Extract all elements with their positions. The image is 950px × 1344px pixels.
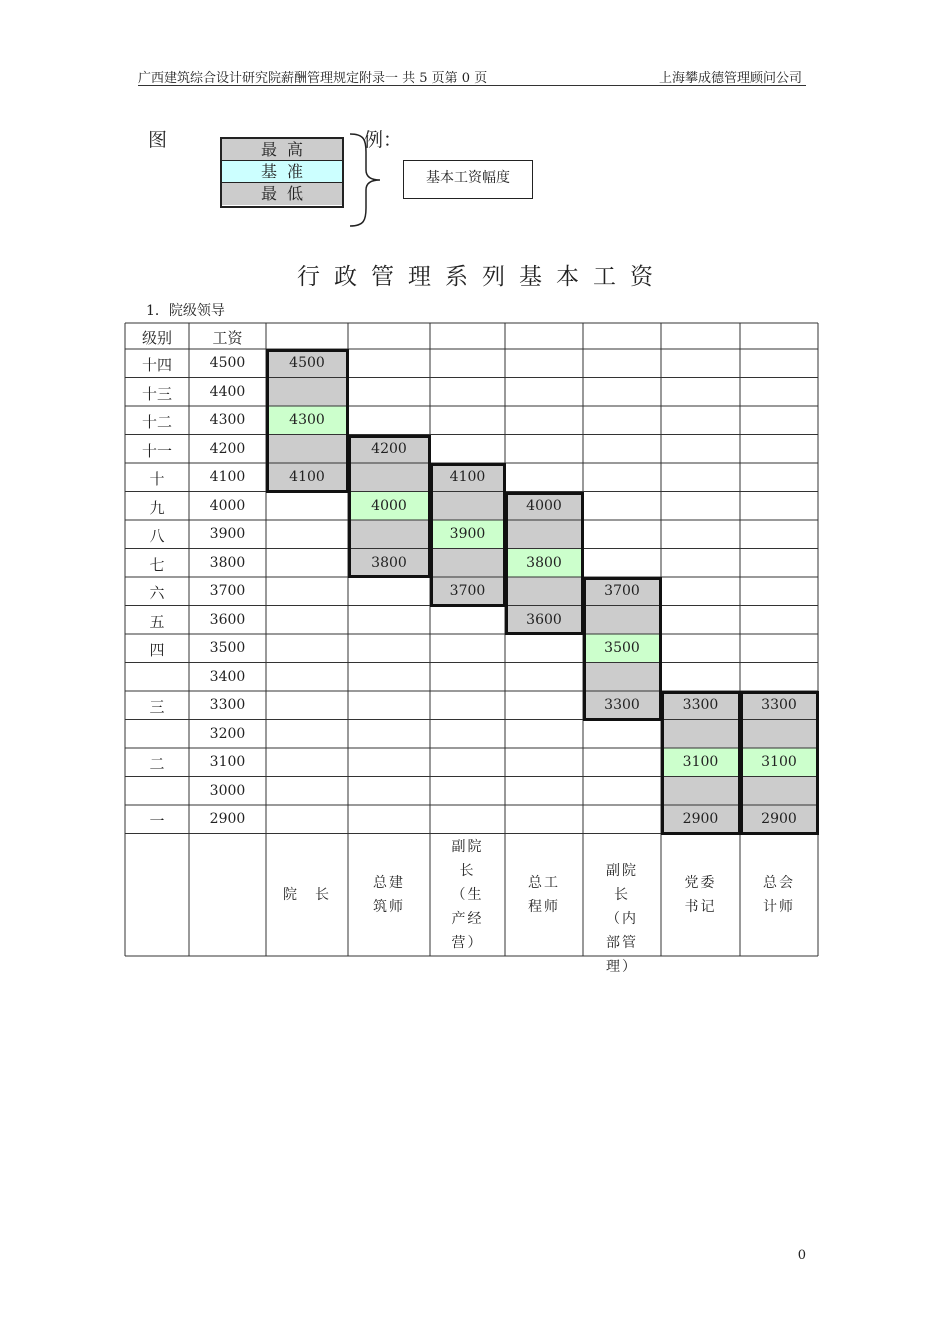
level-label: 十三 — [141, 384, 172, 403]
salary-min-label: 4100 — [289, 469, 325, 485]
level-label: 十四 — [141, 356, 172, 374]
level-label: 八 — [149, 527, 165, 545]
position-name: 总会计师 — [763, 874, 795, 915]
legend-example-label: 例： — [364, 129, 403, 151]
level-label: 一 — [149, 812, 165, 830]
salary-max-label: 4200 — [371, 440, 407, 457]
level-label: 六 — [149, 584, 165, 602]
salary-min-label: 2900 — [761, 811, 797, 827]
salary-base-label: 3800 — [526, 554, 562, 571]
legend-range-label: 基本工资幅度 — [403, 160, 533, 199]
level-label: 十 — [149, 470, 165, 488]
header-left-text: 广西建筑综合设计研究院薪酬管理规定附录一 共 5 页第 0 页 — [138, 71, 488, 86]
wage-value: 3600 — [209, 611, 246, 628]
level-label: 十一 — [141, 441, 172, 460]
wage-value: 4400 — [209, 383, 246, 400]
position-name: 总工程师 — [528, 874, 560, 915]
salary-min-label: 3800 — [371, 554, 407, 571]
legend-fig-label: 图 — [148, 129, 168, 151]
level-label: 十二 — [141, 413, 172, 431]
position-name: 副院长（生产经营） — [451, 838, 484, 951]
column-header: 级别 — [141, 329, 172, 347]
wage-value: 3100 — [209, 754, 246, 770]
wage-value: 3800 — [209, 554, 246, 571]
wage-value: 4500 — [209, 355, 246, 371]
position-name: 院 长 — [283, 886, 331, 903]
salary-min-label: 3700 — [449, 583, 486, 599]
salary-max-label: 3700 — [604, 583, 640, 599]
header-right-text: 上海攀成德管理顾问公司 — [658, 71, 802, 86]
legend-row-min: 最低 — [222, 183, 342, 205]
wage-value: 3300 — [209, 697, 246, 713]
wage-value: 2900 — [209, 811, 246, 827]
wage-value: 3400 — [209, 668, 246, 685]
wage-value: 3500 — [209, 640, 246, 656]
wage-value: 3000 — [209, 782, 246, 799]
level-label: 九 — [149, 498, 165, 517]
salary-base-label: 3100 — [682, 754, 719, 770]
salary-base-label: 3500 — [604, 640, 640, 656]
salary-base-label: 4000 — [371, 497, 407, 514]
salary-max-label: 3300 — [682, 697, 719, 713]
salary-base-label: 3900 — [449, 526, 486, 542]
wage-value: 4100 — [209, 469, 246, 485]
page-number: 0 — [797, 1248, 806, 1263]
wage-value: 3700 — [209, 583, 246, 599]
wage-value: 3900 — [209, 526, 246, 542]
salary-base-label: 4300 — [289, 412, 325, 428]
salary-min-label: 3600 — [526, 611, 562, 628]
section-subtitle: 1．院级领导 — [146, 303, 225, 319]
position-name: 总建筑师 — [373, 874, 405, 915]
salary-max-label: 4100 — [449, 469, 486, 485]
salary-max-label: 4000 — [526, 497, 562, 514]
column-header: 工资 — [212, 329, 243, 347]
position-name: 党委书记 — [684, 874, 717, 915]
salary-base-label: 3100 — [761, 754, 797, 770]
level-label: 三 — [149, 698, 165, 716]
level-label: 四 — [149, 641, 165, 659]
level-label: 七 — [149, 555, 165, 574]
legend-row-base: 基准 — [222, 161, 342, 183]
wage-value: 3200 — [209, 725, 246, 742]
salary-max-label: 4500 — [289, 355, 325, 371]
page-title: 行政管理系列基本工资 — [297, 264, 667, 290]
salary-min-label: 2900 — [682, 811, 719, 827]
position-name: 副院长（内部管理） — [606, 862, 638, 975]
wage-value: 4200 — [209, 440, 246, 457]
wage-value: 4300 — [209, 412, 246, 428]
salary-max-label: 3300 — [761, 697, 797, 713]
level-label: 二 — [149, 755, 165, 773]
legend-row-max: 最高 — [222, 139, 342, 161]
wage-value: 4000 — [209, 497, 246, 514]
level-label: 五 — [149, 612, 165, 631]
salary-min-label: 3300 — [604, 697, 640, 713]
